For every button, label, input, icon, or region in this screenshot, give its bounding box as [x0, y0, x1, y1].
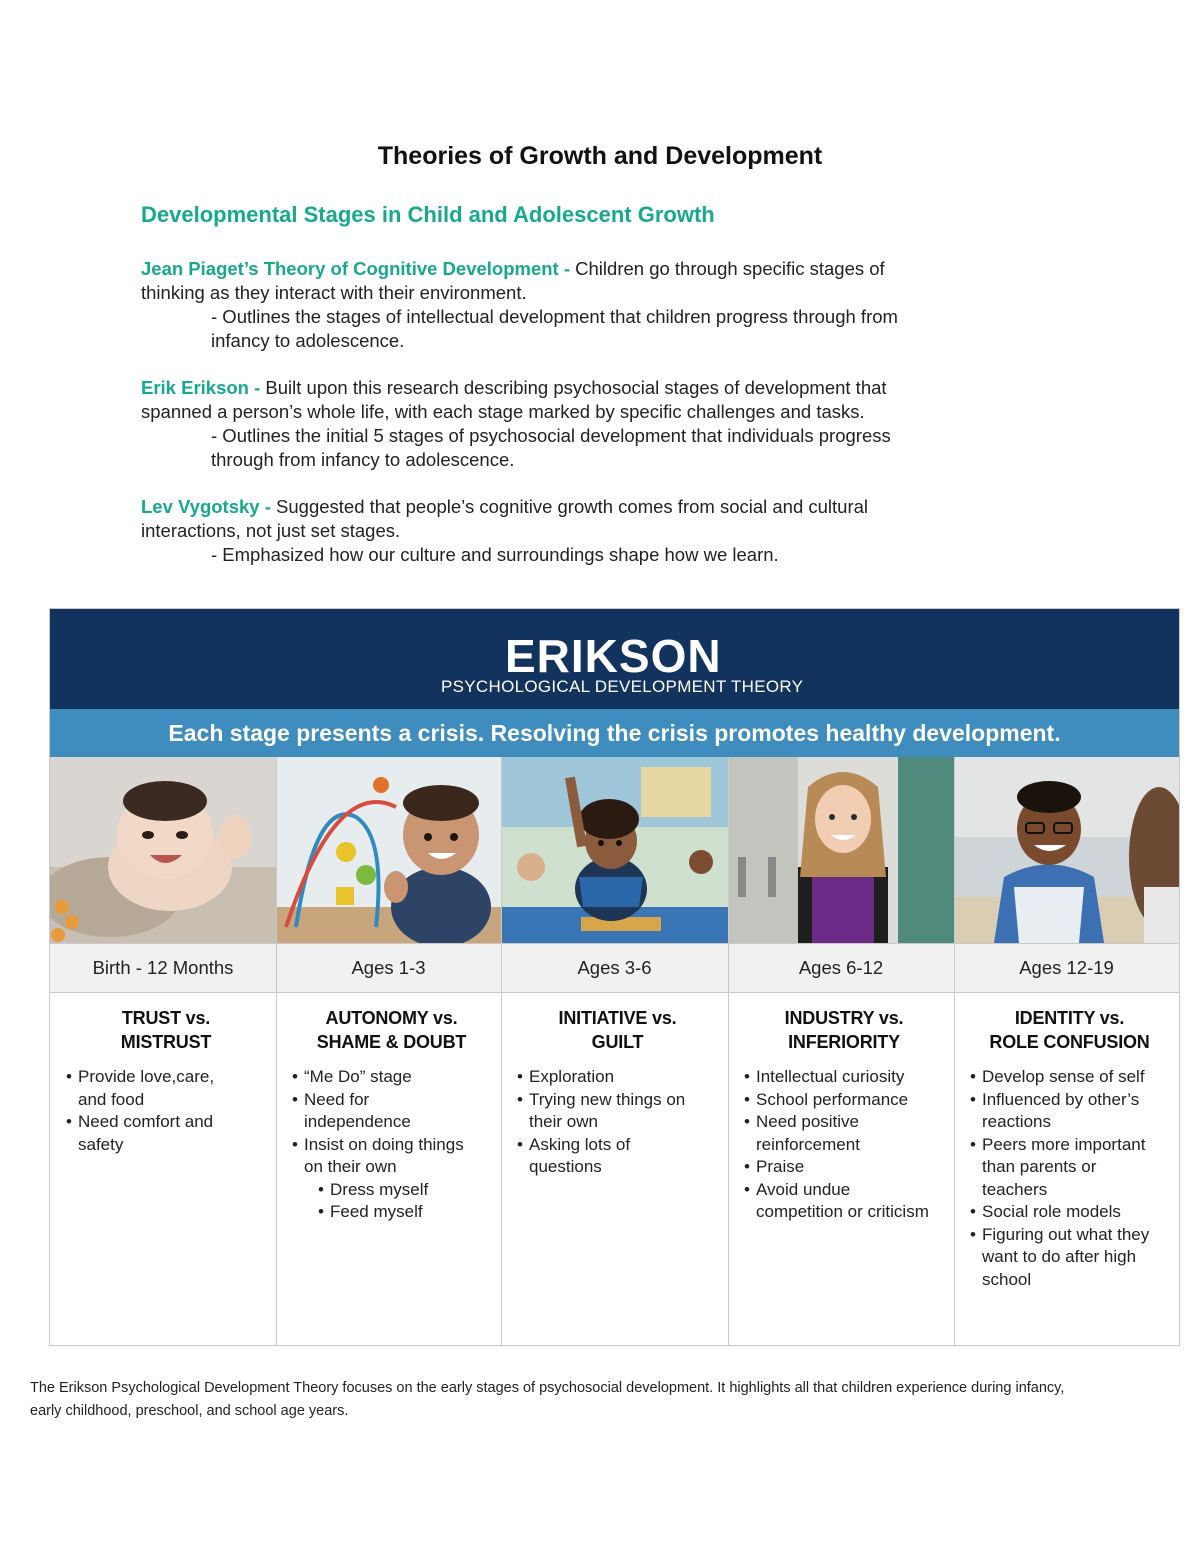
- theory-note: - Outlines the stages of intellectual development that children progress through from: [211, 306, 898, 327]
- photo-preschooler: [501, 757, 728, 943]
- stage-title: [292, 1006, 491, 1054]
- bullet-item: • Exploration: [517, 1066, 718, 1089]
- banner-text: Each stage presents a crisis. Resolving the crisis promotes healthy development.: [168, 720, 1061, 746]
- theory-text: thinking as they interact with their environment.: [141, 282, 527, 303]
- theory-text: Built upon this research describing psychosocial stages of development that: [265, 377, 887, 398]
- stage-title-line: AUTONOMY vs.: [325, 1008, 458, 1028]
- bullet-item: • Avoid undue competition or criticism: [744, 1179, 944, 1224]
- bullet-item: • Need positive reinforcement: [744, 1111, 944, 1156]
- photo-infant: [50, 757, 276, 943]
- photo-school-age: [728, 757, 954, 943]
- theory-piaget: [141, 257, 1041, 353]
- stage-industry: [728, 992, 954, 1345]
- stage-title-line: IDENTITY vs.: [1014, 1008, 1125, 1028]
- stage-title: [970, 1006, 1169, 1054]
- theory-note: - Emphasized how our culture and surroundings shape how we learn.: [211, 544, 779, 565]
- stage-trust: [50, 992, 276, 1345]
- bullet-item: • Peers more important than parents or teachers: [970, 1134, 1169, 1202]
- stage-identity: [954, 992, 1179, 1345]
- bullet-item: • School performance: [744, 1089, 944, 1112]
- stage-title: [66, 1006, 266, 1054]
- age-label: Ages 12-19: [1019, 957, 1114, 978]
- theory-text: Suggested that people’s cognitive growth comes from social and cultural: [276, 496, 869, 517]
- bullet-item: • Develop sense of self: [970, 1066, 1169, 1089]
- infographic-banner: [50, 709, 1179, 757]
- age-row: [50, 943, 1179, 993]
- age-label: Ages 3-6: [577, 957, 652, 978]
- theory-note: - Outlines the initial 5 stages of psychosocial development that individuals progress: [211, 425, 891, 446]
- stage-title: [744, 1006, 944, 1054]
- infographic-header: [50, 609, 1179, 709]
- age-label: Ages 1-3: [351, 957, 426, 978]
- bullet-item: • Asking lots of questions: [517, 1134, 718, 1179]
- theory-text: spanned a person’s whole life, with each stage marked by specific challenges and tasks.: [141, 401, 865, 422]
- photo-row: [50, 757, 1179, 943]
- stage-title-line: INFERIORITY: [788, 1032, 900, 1052]
- stage-title-line: INITIATIVE vs.: [558, 1008, 677, 1028]
- bullet-item: • Figuring out what they want to do after high school: [970, 1224, 1169, 1292]
- theory-note: infancy to adolescence.: [211, 330, 405, 351]
- infographic-subtitle: PSYCHOLOGICAL DEVELOPMENT THEORY: [441, 677, 804, 696]
- bullet-item: • Insist on doing things on their own: [292, 1134, 491, 1179]
- bullet-item: • Need comfort and safety: [66, 1111, 266, 1156]
- stage-title-line: GUILT: [591, 1032, 644, 1052]
- theory-vygotsky: [141, 495, 1041, 567]
- bullet-item: • Praise: [744, 1156, 944, 1179]
- stage-title-line: INDUSTRY vs.: [784, 1008, 904, 1028]
- theory-name: Jean Piaget’s Theory of Cognitive Development -: [141, 258, 576, 279]
- theory-note: through from infancy to adolescence.: [211, 449, 515, 470]
- stage-bullets: [292, 1066, 491, 1224]
- caption-line: The Erikson Psychological Development Theory focuses on the early stages of psychosocial development. It highlights all that children experience during infancy,: [30, 1380, 1065, 1396]
- theory-text: interactions, not just set stages.: [141, 520, 401, 541]
- age-label: Birth - 12 Months: [92, 957, 234, 978]
- sub-bullet-item: • Dress myself: [318, 1179, 491, 1202]
- stage-autonomy: [276, 992, 501, 1345]
- bullet-item: • Intellectual curiosity: [744, 1066, 944, 1089]
- bullet-item: • “Me Do” stage: [292, 1066, 491, 1089]
- stage-bullets: [744, 1066, 944, 1224]
- stage-initiative: [501, 992, 728, 1345]
- document-caption: [30, 1377, 1175, 1423]
- section-heading: Developmental Stages in Child and Adolescent Growth: [141, 202, 715, 227]
- document-title: Theories of Growth and Development: [377, 142, 823, 170]
- stage-title-line: MISTRUST: [120, 1032, 212, 1052]
- bullet-item: • Need for independence: [292, 1089, 491, 1134]
- infographic-title: ERIKSON: [505, 630, 722, 682]
- theory-name: Erik Erikson -: [141, 377, 266, 398]
- bullet-item: • Influenced by other’s reactions: [970, 1089, 1169, 1134]
- stage-bullets: [517, 1066, 718, 1179]
- stage-title-line: TRUST vs.: [121, 1008, 211, 1028]
- caption-line: early childhood, preschool, and school age years.: [30, 1403, 349, 1419]
- theory-name: Lev Vygotsky -: [141, 496, 277, 517]
- bullet-item: • Social role models: [970, 1201, 1169, 1224]
- erikson-infographic: [49, 608, 1180, 1346]
- theory-erikson: [141, 376, 1041, 472]
- bullet-item: • Trying new things on their own: [517, 1089, 718, 1134]
- stage-title: [517, 1006, 718, 1054]
- stage-bullets: [970, 1066, 1169, 1291]
- stage-title-line: SHAME & DOUBT: [316, 1032, 467, 1052]
- theory-text: Children go through specific stages of: [575, 258, 885, 279]
- age-label: Ages 6-12: [798, 957, 884, 978]
- photo-adolescent: [954, 757, 1179, 943]
- stage-title-line: ROLE CONFUSION: [989, 1032, 1150, 1052]
- stage-bullets: [66, 1066, 266, 1156]
- sub-bullet-item: • Feed myself: [318, 1201, 491, 1224]
- bullet-item: • Provide love,care, and food: [66, 1066, 266, 1111]
- photo-toddler: [276, 757, 501, 943]
